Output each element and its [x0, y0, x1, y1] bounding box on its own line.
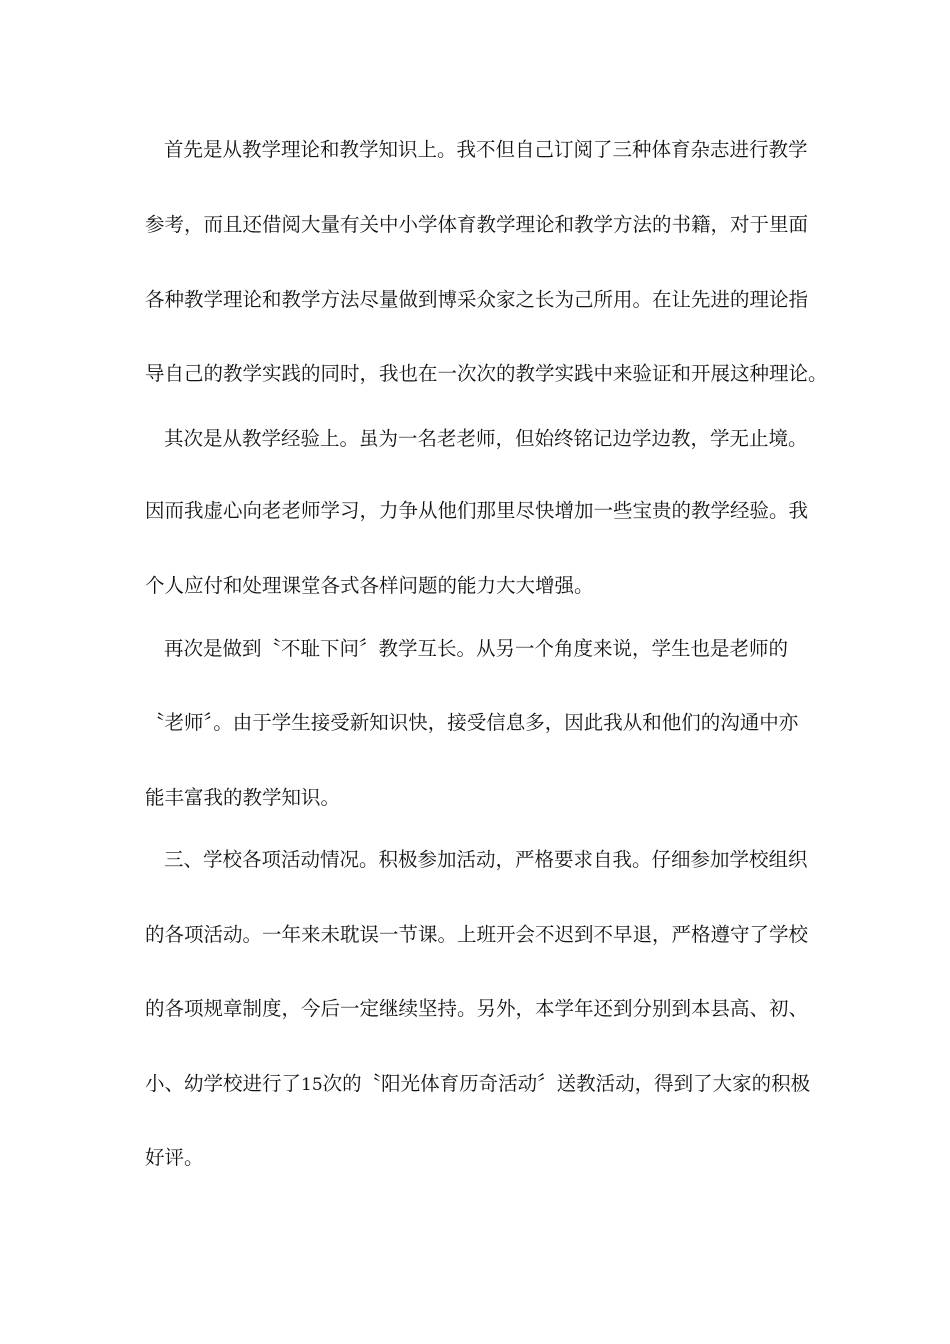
text-line-1: 首先是从教学理论和教学知识上。我不但自己订阅了三种体育杂志进行教学 [164, 138, 808, 161]
text-line-3: 各种教学理论和教学方法尽量做到博采众家之长为己所用。在让先进的理论指 [145, 288, 809, 311]
text-line-7: 个人应付和处理课堂各式各样问题的能力大大增强。 [145, 574, 594, 597]
text-line-10: 能丰富我的教学知识。 [145, 786, 341, 809]
text-line-14 [145, 1069, 815, 1100]
text-line-15: 好评。 [145, 1146, 204, 1169]
text-line-9: 〝老师〞。由于学生接受新知识快，接受信息多，因此我从和他们的沟通中亦 [145, 711, 799, 734]
text-line-14-number: 15 [301, 1075, 323, 1095]
text-line-8: 再次是做到〝不耻下问〞教学互长。从另一个角度来说，学生也是老师的 [164, 637, 789, 660]
text-line-2: 参考，而且还借阅大量有关中小学体育教学理论和教学方法的书籍，对于里面 [145, 213, 809, 236]
text-line-6: 因而我虚心向老老师学习，力争从他们那里尽快增加一些宝贵的教学经验。我 [145, 499, 809, 522]
text-line-14-end: 次的〝阳光体育历奇活动〞送教活动，得到了大家的积极 [322, 1072, 811, 1095]
text-line-5: 其次是从教学经验上。虽为一名老老师，但始终铭记边学边教，学无止境。 [164, 427, 808, 450]
text-line-12: 的各项活动。一年来未耽误一节课。上班开会不迟到不早退，严格遵守了学校 [145, 923, 809, 946]
text-line-14-start: 小、幼学校进行了 [145, 1072, 302, 1095]
text-line-4: 导自己的教学实践的同时，我也在一次次的教学实践中来验证和开展这种理论。 [145, 362, 828, 385]
text-line-13: 的各项规章制度，今后一定继续坚持。另外，本学年还到分别到本县高、初、 [145, 997, 809, 1020]
text-line-11: 三、学校各项活动情况。积极参加活动，严格要求自我。仔细参加学校组织 [164, 848, 808, 871]
